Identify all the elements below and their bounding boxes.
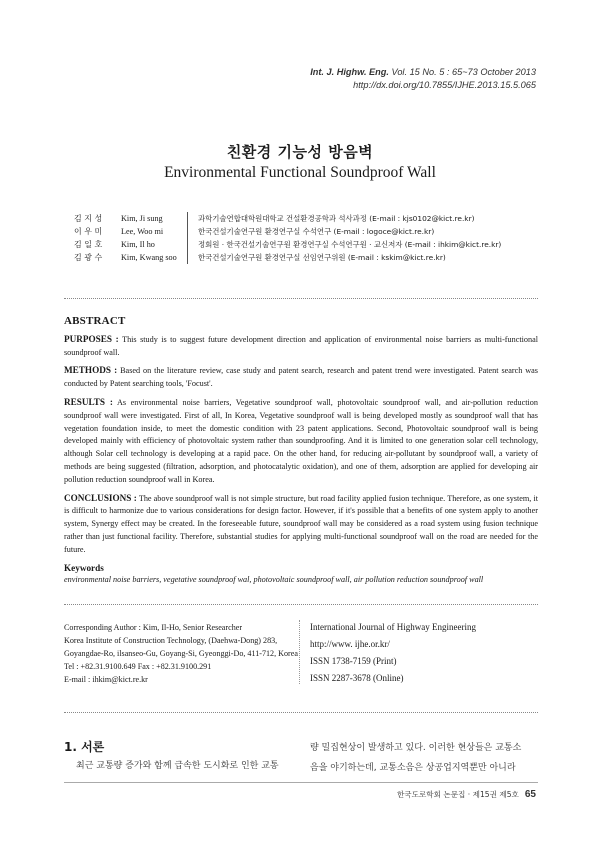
abstract-section bbox=[64, 315, 538, 587]
author-row bbox=[74, 225, 554, 238]
conclusions-paragraph bbox=[64, 492, 538, 557]
abstract-heading: ABSTRACT bbox=[64, 315, 126, 327]
author-name-korean: 김 일 호 bbox=[74, 240, 103, 249]
doi-link[interactable]: http://dx.doi.org/10.7855/IJHE.2013.15.5.065 bbox=[353, 80, 536, 90]
issn-online: ISSN 2287-3678 (Online) bbox=[310, 673, 404, 683]
corresponding-author: Corresponding Author : Kim, Il-Ho, Senior Researcher bbox=[64, 623, 243, 632]
journal-citation bbox=[310, 66, 536, 79]
title-english: Environmental Functional Soundproof Wall bbox=[164, 164, 436, 181]
divider bbox=[64, 298, 538, 299]
results-label: RESULTS : bbox=[64, 396, 113, 407]
author-affiliation: 한국건설기술연구원 환경연구실 수석연구 (E-mail : logoce@kict.re.kr) bbox=[187, 225, 434, 238]
institution-line: Korea Institute of Construction Technology, (Daehwa-Dong) 283, bbox=[64, 636, 278, 645]
journal-info-block bbox=[310, 619, 540, 687]
author-name-korean: 이 우 미 bbox=[74, 227, 103, 236]
author-name-korean: 김 광 수 bbox=[74, 253, 103, 262]
methods-text: Based on the literature review, case study and patent search, research and patent trend were investigated. Patent search was conducted by Patent searching tools, 'Focust'. bbox=[64, 366, 538, 389]
journal-website[interactable]: http://www. ijhe.or.kr/ bbox=[310, 639, 390, 649]
author-email[interactable]: E-mail : ihkim@kict.re.kr bbox=[64, 675, 148, 684]
journal-full-name: International Journal of Highway Engineering bbox=[310, 622, 476, 632]
author-row bbox=[74, 238, 554, 251]
purposes-paragraph bbox=[64, 333, 538, 360]
address-line: Goyangdae-Ro, ilsanseo-Gu, Goyang-Si, Gyeonggi-Do, 411-712, Korea bbox=[64, 649, 298, 658]
author-name-english: Kim, Ji sung bbox=[121, 214, 163, 223]
body-text-right bbox=[310, 738, 540, 778]
conclusions-text: The above soundproof wall is not simple structure, but road facility applied fusion technique. Therefore, as one system, it is difficult to harmonize due to various considerations for design factor. However, if it's possible that a benefits of one system apply to another system, Synergy effect may be created. In the foreseeable future, soundproof wall may be considered as a road system using fusion technique rather than just functional facility. Therefore, substantial studies for applying multi-functional soundproof wall on the road are needed for the future. bbox=[64, 493, 538, 554]
author-list bbox=[74, 212, 554, 264]
purposes-label: PURPOSES : bbox=[64, 333, 119, 344]
journal-issue: Vol. 15 No. 5 : 65~73 October 2013 bbox=[391, 67, 536, 77]
title-korean: 친환경 기능성 방음벽 bbox=[226, 143, 374, 161]
journal-name: Int. J. Highw. Eng. bbox=[310, 67, 389, 77]
divider bbox=[64, 604, 538, 605]
author-name-english: Kim, Kwang soo bbox=[121, 253, 177, 262]
author-name-english: Kim, Il ho bbox=[121, 240, 155, 249]
body-text-left: 최근 교통량 증가와 함께 급속한 도시화로 인한 교통 bbox=[76, 761, 279, 771]
author-affiliation: 과학기술연합대학원대학교 건설환경공학과 석사과정 (E-mail : kjs0102@kict.re.kr) bbox=[187, 212, 475, 225]
author-row bbox=[74, 251, 554, 264]
page-footer bbox=[397, 789, 536, 800]
purposes-text: This study is to suggest future development direction and application of environmental noise barriers as multi-functional soundproof wall. bbox=[64, 334, 538, 357]
body-line: 음을 야기하는데, 교통소음은 상공업지역뿐만 아니라 bbox=[310, 763, 516, 773]
keywords-text: environmental noise barriers, vegetative soundproof wal, photovoltaic soundproof wall, air pollution reduction soundproof wall bbox=[64, 575, 484, 585]
keywords-heading: Keywords bbox=[64, 562, 104, 573]
results-paragraph bbox=[64, 396, 538, 487]
results-text: As environmental noise barriers, Vegetative soundproof wall, photovoltaic soundproof wall, and air-pollution reduction soundproof wall were investigated. First of all, In Korea, Vegetative soundproof wall is being developed mostly as soundproof wall that has vegetation foundation inside, to meet the domestic condition with 23 patent applications. Second, Photovoltaic soundproof wall is being developed mainly with efficiency of photovoltaic system rather than soundproofing. And it is limited to one generation solar cell technology, although Solar cell technology is developing at a rapid pace. On the other hand, for reducing air-pollutant by soundproof wall, a variety of methods are being suggested (filtration, adsorption, and photocatalytic oxidation), and one of them, adsorption are applied for developing air pollution reduction soundproof wall in Korea. bbox=[64, 397, 538, 484]
section-title: 1. 서론 bbox=[64, 740, 105, 754]
author-affiliation: 한국건설기술연구원 환경연구실 선임연구위원 (E-mail : kskim@kict.re.kr) bbox=[187, 251, 446, 264]
footer-rule bbox=[64, 782, 538, 783]
author-name-korean: 김 지 성 bbox=[74, 214, 103, 223]
correspondence-block bbox=[64, 621, 300, 686]
methods-paragraph bbox=[64, 364, 538, 391]
journal-header bbox=[310, 66, 536, 92]
author-name-english: Lee, Woo mi bbox=[121, 227, 164, 236]
body-line: 량 밀집현상이 발생하고 있다. 이러한 현상들은 교통소 bbox=[310, 743, 522, 753]
divider bbox=[64, 712, 538, 713]
page-number: 65 bbox=[524, 789, 536, 800]
conclusions-label: CONCLUSIONS : bbox=[64, 492, 137, 503]
author-row bbox=[74, 212, 554, 225]
footer-journal: 한국도로학회 논문집 · 제15권 제5호 bbox=[396, 790, 519, 799]
column-divider bbox=[299, 620, 300, 684]
phone-fax: Tel : +82.31.9100.649 Fax : +82.31.9100.291 bbox=[64, 662, 212, 671]
issn-print: ISSN 1738-7159 (Print) bbox=[310, 656, 397, 666]
author-affiliation: 정회원 · 한국건설기술연구원 환경연구실 수석연구원 · 교신저자 (E-mail : ihkim@kict.re.kr) bbox=[187, 238, 501, 251]
methods-label: METHODS : bbox=[64, 365, 118, 376]
